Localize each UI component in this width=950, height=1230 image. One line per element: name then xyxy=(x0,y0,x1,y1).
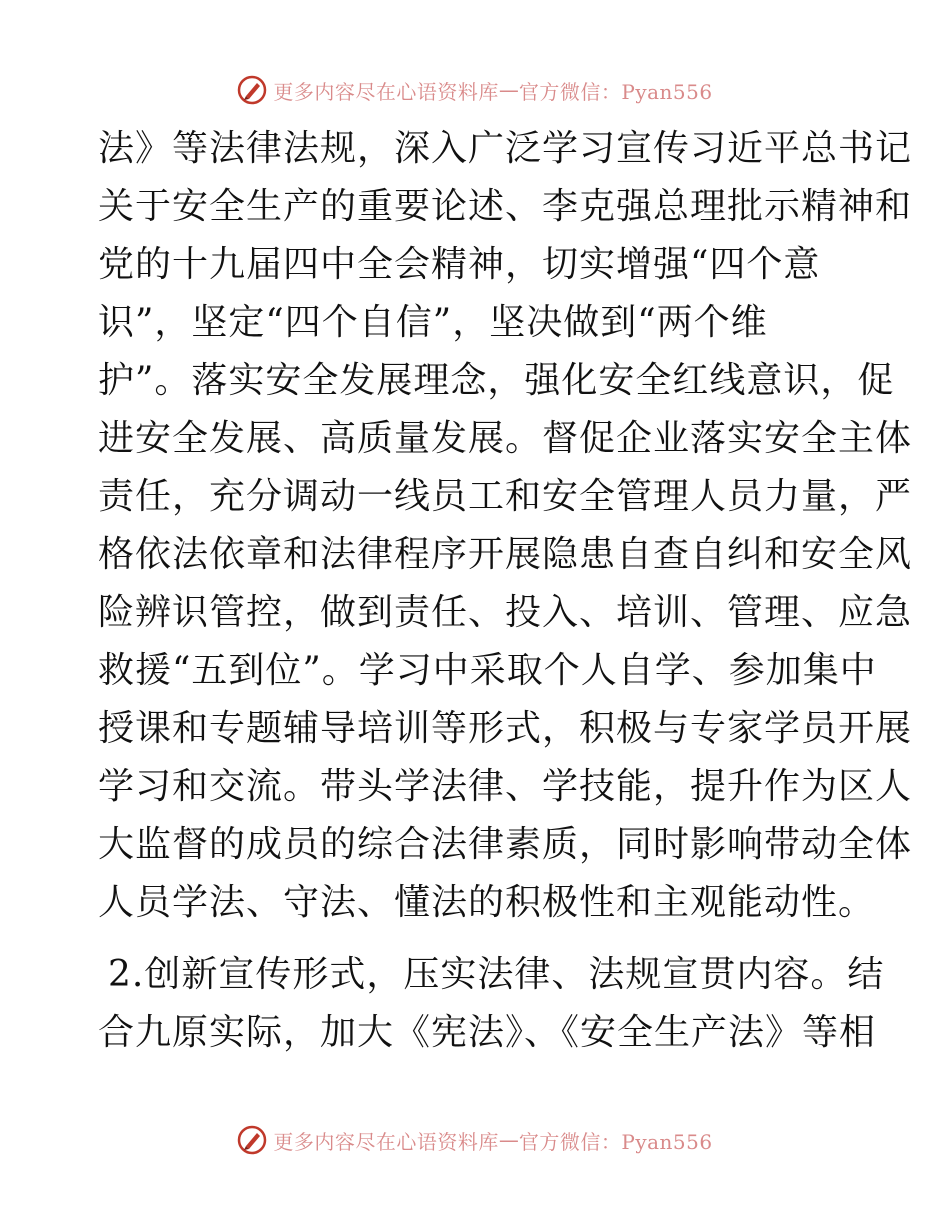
document-body xyxy=(98,120,913,1062)
banner-text: 更多内容尽在心语资料库 xyxy=(273,1129,499,1154)
body-line: 救援“五到位”。学习中采取个人自学、参加集中 xyxy=(98,650,877,691)
header-banner xyxy=(0,70,950,110)
body-line: 进安全发展、高质量发展。督促企业落实安全主体 xyxy=(98,418,913,459)
pen-seal-icon xyxy=(237,1125,267,1155)
body-line: 险辨识管控，做到责任、投入、培训、管理、应急 xyxy=(98,592,913,633)
body-line: 法》等法律法规，深入广泛学习宣传习近平总书记 xyxy=(98,128,913,169)
banner-contact: 官方微信：Pyan556 xyxy=(518,79,713,104)
body-line: 大监督的成员的综合法律素质，同时影响带动全体 xyxy=(98,824,913,865)
body-line: 党的十九届四中全会精神，切实增强“四个意 xyxy=(98,244,821,285)
body-line: 责任，充分调动一线员工和安全管理人员力量，严 xyxy=(98,476,913,517)
body-line: 合九原实际，加大《宪法》、《安全生产法》等相 xyxy=(98,1012,877,1053)
body-line: 人员学法、守法、懂法的积极性和主观能动性。 xyxy=(98,882,876,923)
body-line: 识”，坚定“四个自信”，坚决做到“两个维 xyxy=(98,302,768,343)
banner-text: 更多内容尽在心语资料库 xyxy=(273,79,499,104)
body-line: 学习和交流。带头学法律、学技能，提升作为区人 xyxy=(98,766,913,807)
body-line: 护”。落实安全发展理念，强化安全红线意识，促 xyxy=(98,360,895,401)
pen-seal-icon xyxy=(237,75,267,105)
body-line: 关于安全生产的重要论述、李克强总理批示精神和 xyxy=(98,186,913,227)
body-line: 格依法依章和法律程序开展隐患自查自纠和安全风 xyxy=(98,534,913,575)
banner-contact: 官方微信：Pyan556 xyxy=(518,1129,713,1154)
section-heading-line: 2.创新宣传形式，压实法律、法规宣贯内容。结 xyxy=(108,954,885,995)
footer-banner xyxy=(0,1120,950,1160)
banner-separator: — xyxy=(498,1128,519,1152)
banner-separator: — xyxy=(498,78,519,102)
body-line: 授课和专题辅导培训等形式，积极与专家学员开展 xyxy=(98,708,913,749)
